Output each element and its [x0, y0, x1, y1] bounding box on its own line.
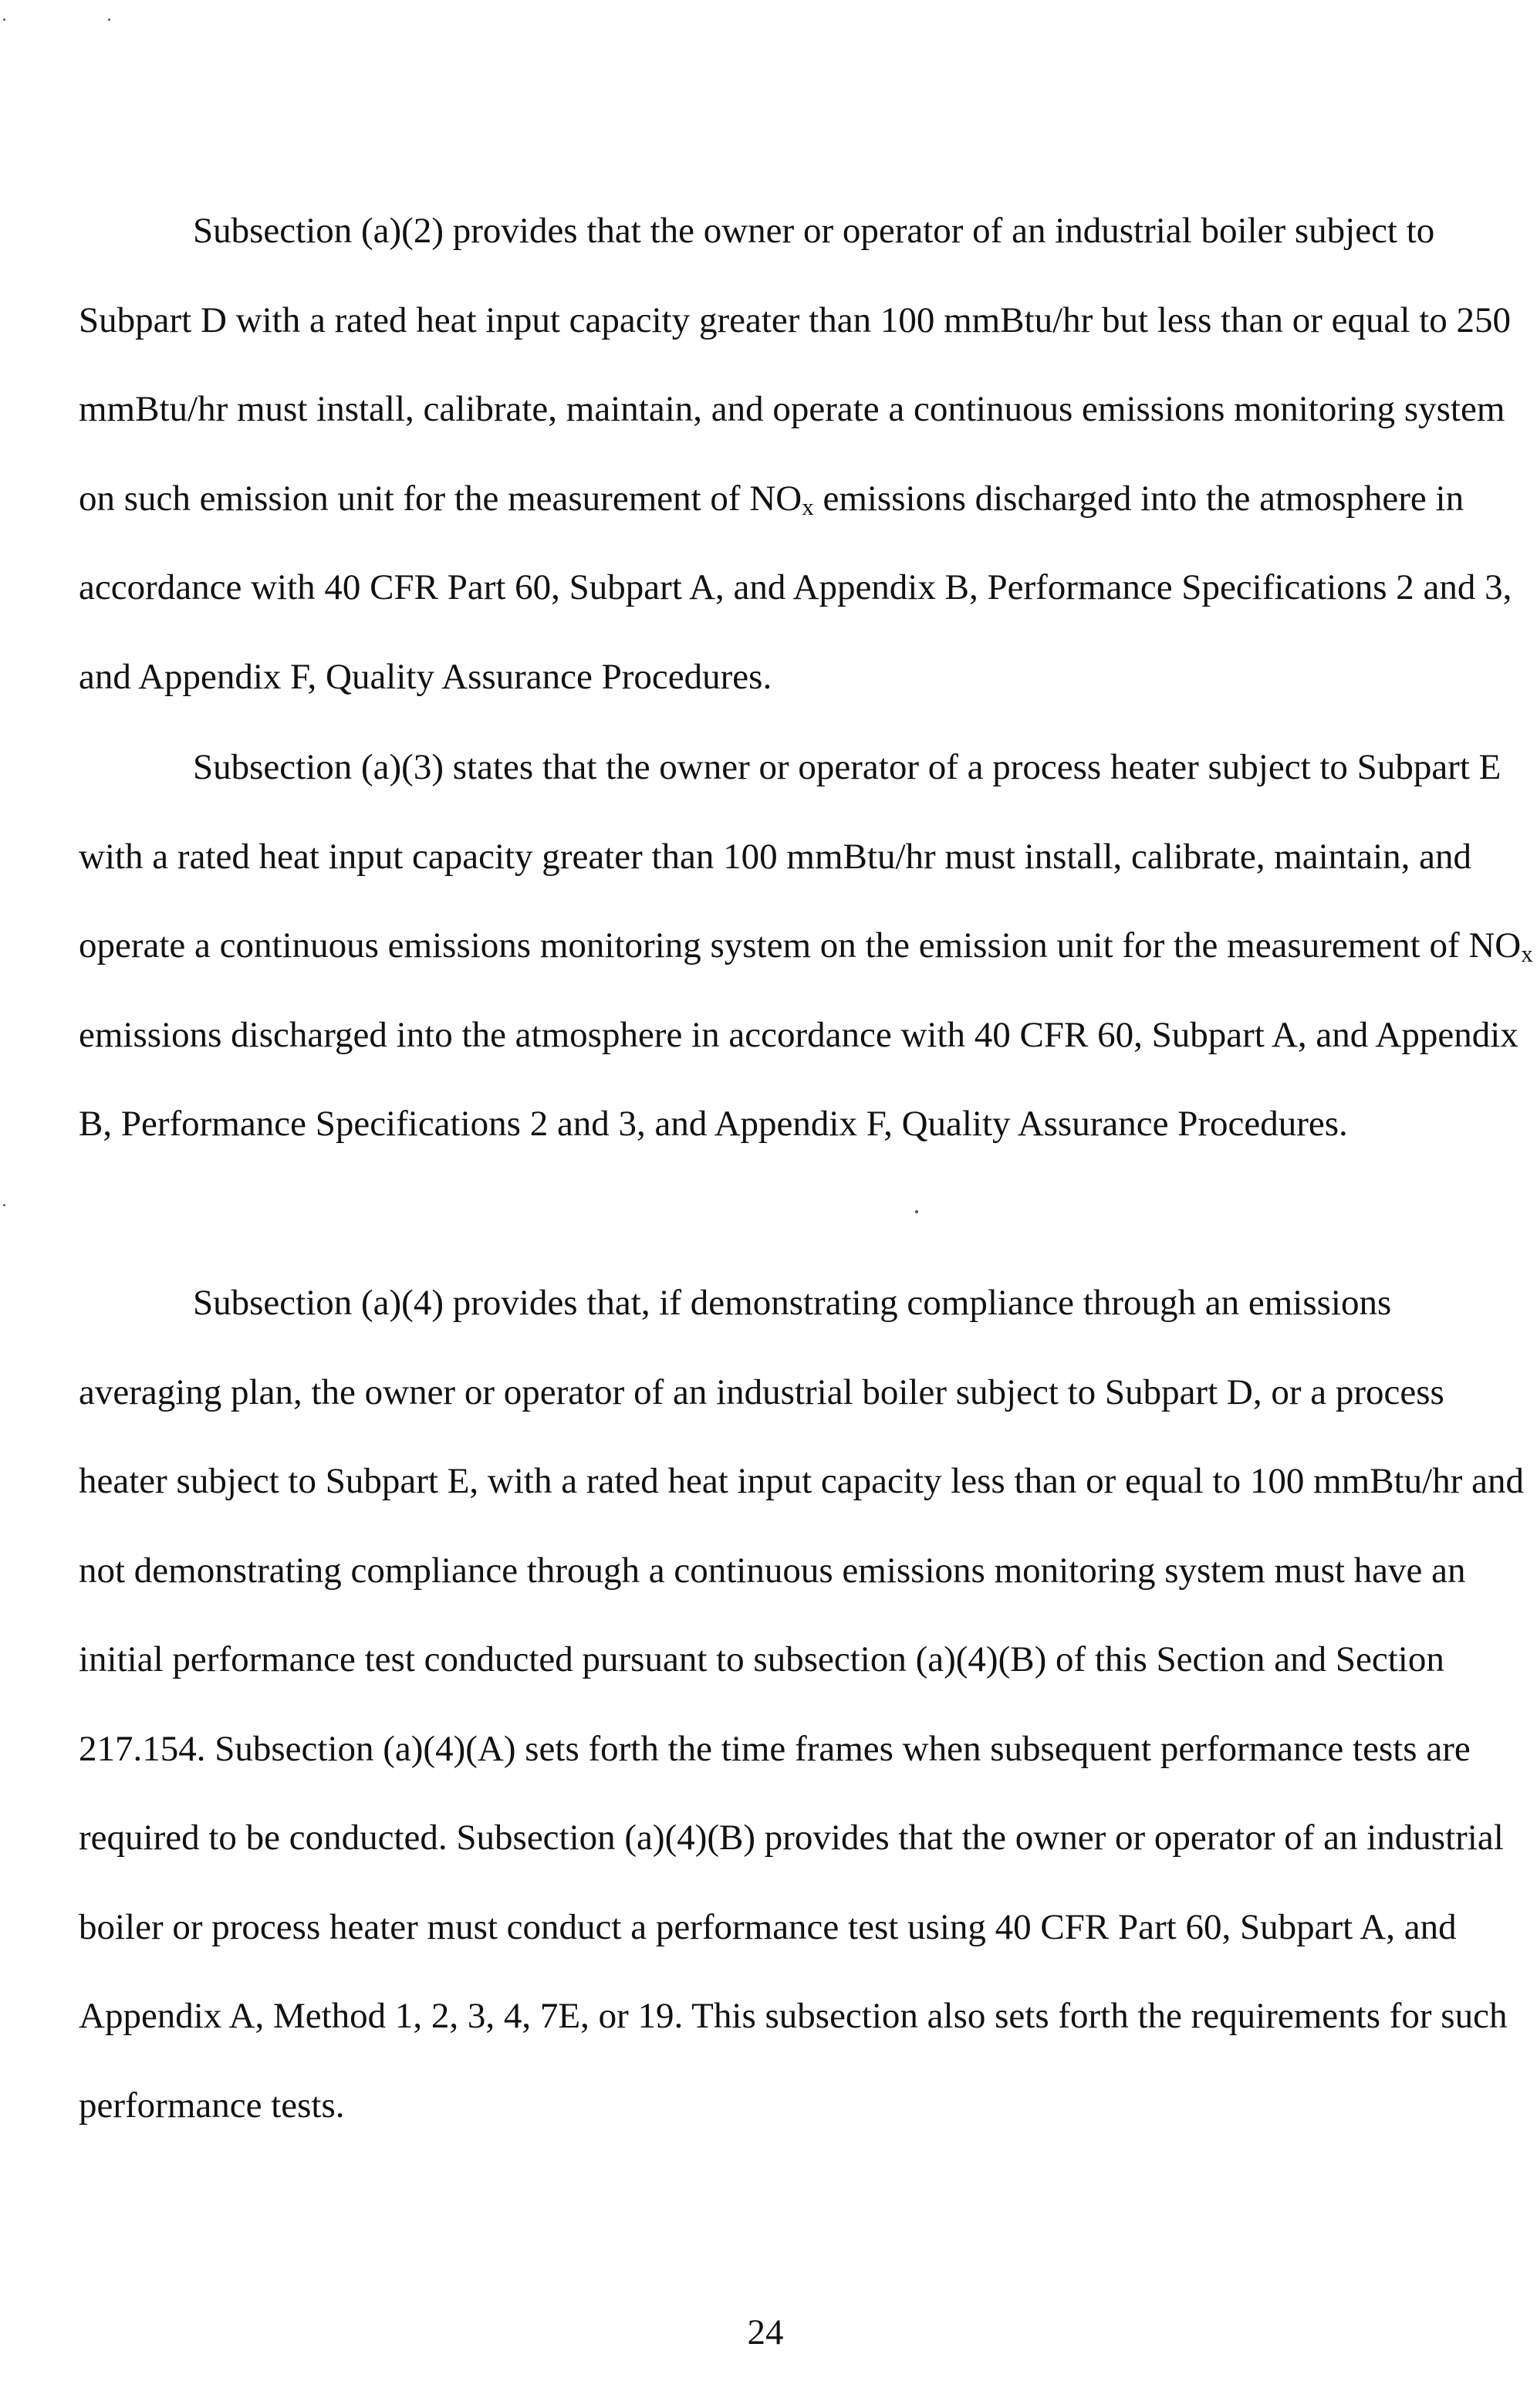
scan-speck	[915, 1210, 918, 1213]
scan-speck	[3, 19, 5, 21]
scan-speck	[3, 1204, 5, 1206]
paragraph-text: emissions discharged into the atmosphere in accordance with 40 CFR 60, Subpart A, and Appendix B, Performance Specifications 2 and 3, and Appendix F, Quality Assurance Procedures.	[79, 1014, 1518, 1144]
paragraph-text: emissions discharged into the atmosphere in accordance with 40 CFR Part 60, Subpart A, and Appendix B, Performance Specifications 2 and 3, and Appendix F, Quality Assurance Procedures.	[79, 478, 1512, 697]
subscript: x	[1521, 940, 1533, 967]
paragraph-subsection-a4	[79, 1259, 1537, 2150]
page-number: 24	[747, 2312, 784, 2352]
paragraph-subsection-a2	[79, 187, 1537, 722]
paragraph-text: Subsection (a)(3) states that the owner or operator of a process heater subject to Subpart E with a rated heat input capacity greater than 100 mmBtu/hr must install, calibrate, maintain, and operate a continuous emissions monitoring system on the emission unit for the measurement of NO	[79, 747, 1522, 966]
paragraph-text: Subsection (a)(4) provides that, if demonstrating compliance through an emissions averaging plan, the owner or operator of an industrial boiler subject to Subpart D, or a process heater subject to Subpart E, with a rated heat input capacity less than or equal to 100 mmBtu/hr and not demonstrating compliance through a continuous emissions monitoring system must have an initial performance test conducted pursuant to subsection (a)(4)(B) of this Section and Section 217.154. Subsection (a)(4)(A) sets forth the time frames when subsequent performance tests are required to be conducted. Subsection (a)(4)(B) provides that the owner or operator of an industrial boiler or process heater must conduct a performance test using 40 CFR Part 60, Subpart A, and Appendix A, Method 1, 2, 3, 4, 7E, or 19. This subsection also sets forth the requirements for such performance tests.	[79, 1283, 1524, 2126]
scan-speck	[108, 19, 110, 21]
paragraph-subsection-a3	[79, 723, 1537, 1169]
subscript: x	[802, 492, 814, 520]
paragraph-text: Subsection (a)(2) provides that the owner or operator of an industrial boiler subject to Subpart D with a rated heat input capacity greater than 100 mmBtu/hr but less than or equal to 250 mmBtu/hr must install, calibrate, maintain, and operate a continuous emissions monitoring system on such emission unit for the measurement of NO	[79, 211, 1512, 519]
